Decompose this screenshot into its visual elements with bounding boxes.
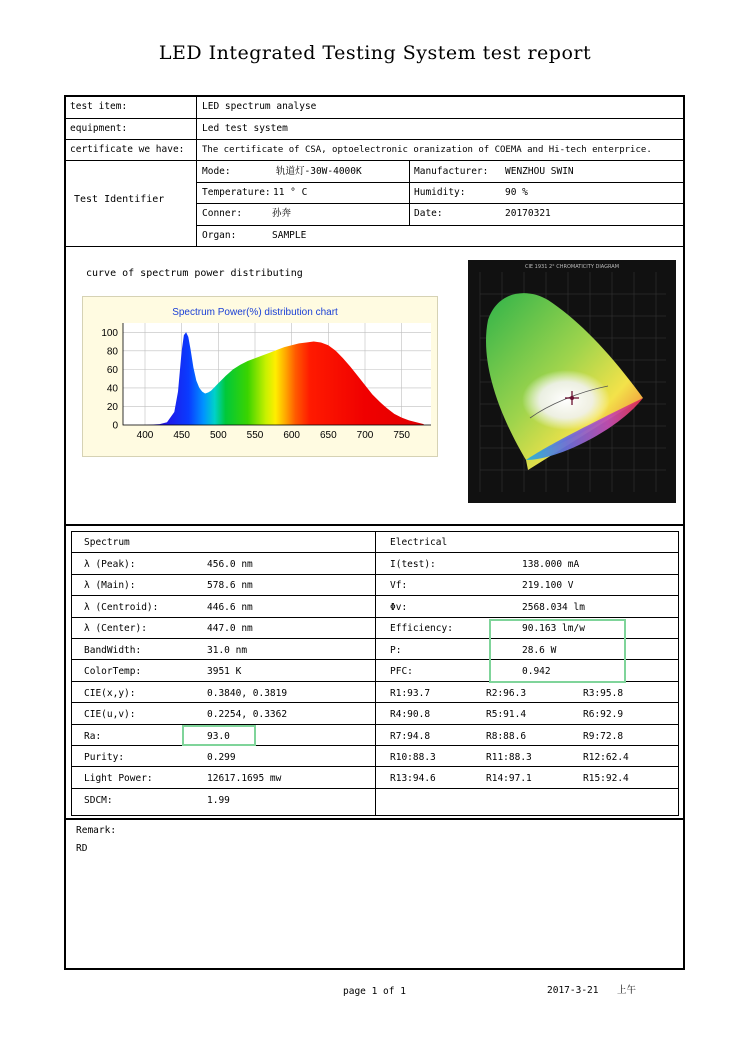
y-tick-label: 60 [106,364,118,376]
x-tick-label: 550 [246,430,264,441]
manufacturer-value: WENZHOU SWIN [505,166,574,177]
electrical-value: 90.163 lm/w [522,623,585,634]
equipment-value: Led test system [202,123,288,134]
spectrum-value: 93.0 [207,731,230,742]
spectrum-label: λ (Main): [84,580,136,591]
spectrum-chart-svg [83,297,437,456]
report-title: LED Integrated Testing System test report [158,42,592,64]
section-divider [64,818,685,820]
equipment-label: equipment: [70,123,128,134]
electrical-value: 28.6 W [522,645,557,656]
date-value: 20170321 [505,208,551,219]
test-item-label: test item: [70,101,128,112]
spectrum-value: 447.0 nm [207,623,253,634]
y-tick-label: 80 [106,346,118,358]
electrical-label: Efficiency: [390,623,453,634]
spectrum-label: CIE(x,y): [84,688,136,699]
r-value: R6:92.9 [583,709,624,720]
spectrum-value: 0.2254, 0.3362 [207,709,288,720]
spectrum-label: CIE(u,v): [84,709,136,720]
x-tick-label: 400 [136,430,154,441]
x-tick-label: 500 [209,430,227,441]
y-tick-label: 100 [101,327,118,339]
curve-caption: curve of spectrum power distributing [86,268,303,279]
spectrum-label: Ra: [84,731,102,742]
y-tick-label: 40 [106,383,118,395]
spectrum-label: λ (Center): [84,623,147,634]
rule [409,160,410,225]
electrical-label: I(test): [390,559,436,570]
electrical-value: 219.100 V [522,580,574,591]
r-value: R4:90.8 [390,709,431,720]
electrical-label: Vf: [390,580,408,591]
temperature-value: 11 ° C [273,187,308,198]
spectrum-value: 0.3840, 0.3819 [207,688,288,699]
table-row-rule [71,745,679,746]
r-value: R15:92.4 [583,773,629,784]
x-tick-label: 750 [393,430,411,441]
table-row-rule [71,788,679,789]
table-row-rule [71,552,679,553]
organ-label: Organ: [202,230,237,241]
humidity-label: Humidity: [414,187,466,198]
electrical-value: 2568.034 lm [522,602,585,613]
test-item-value: LED spectrum analyse [202,101,317,112]
r-value: R7:94.8 [390,731,431,742]
r-value: R11:88.3 [486,752,532,763]
mode-label: Mode: [202,166,231,177]
humidity-value: 90 % [505,187,528,198]
table-row-rule [71,766,679,767]
electrical-heading: Electrical [390,537,448,548]
spectrum-label: BandWidth: [84,645,142,656]
conner-value: 孙奔 [272,208,292,219]
spectrum-value: 1.99 [207,795,230,806]
spectrum-value: 12617.1695 mw [207,773,282,784]
rule [196,96,197,246]
temperature-label: Temperature: [202,187,271,198]
mode-value: 轨道灯-30W-4000K [276,166,362,177]
r-value: R2:96.3 [486,688,527,699]
spectrum-label: SDCM: [84,795,113,806]
electrical-value: 138.000 mA [522,559,580,570]
spectrum-value: 578.6 nm [207,580,253,591]
y-tick-label: 0 [112,420,118,432]
y-tick-label: 20 [106,401,118,413]
spectrum-value: 446.6 nm [207,602,253,613]
spectrum-label: ColorTemp: [84,666,142,677]
table-row-rule [71,617,679,618]
spectrum-value: 31.0 nm [207,645,248,656]
footer-date: 2017-3-21 [547,985,599,996]
spectrum-heading: Spectrum [84,537,130,548]
spectrum-label: Light Power: [84,773,153,784]
cie-chromaticity-diagram [468,260,676,503]
r-value: R1:93.7 [390,688,431,699]
spectrum-value: 456.0 nm [207,559,253,570]
rule [64,139,685,140]
table-row-rule [71,595,679,596]
spectrum-label: Purity: [84,752,125,763]
rule [64,246,685,247]
cie-white-region [522,370,610,430]
spectrum-value: 3951 K [207,666,242,677]
page-number: page 1 of 1 [343,986,406,997]
remark-label: Remark: [76,825,117,836]
cie-title: CIE 1931 2° CHROMATICITY DIAGRAM [524,264,620,270]
rule [196,182,685,183]
electrical-label: PFC: [390,666,413,677]
electrical-label: Φv: [390,602,408,613]
highlight-box-ra [182,725,256,746]
cie-point [570,396,574,400]
spectrum-chart [82,296,438,457]
certificate-label: certificate we have: [70,144,185,155]
x-tick-label: 450 [173,430,191,441]
test-identifier-label: Test Identifier [74,194,165,205]
certificate-value: The certificate of CSA, optoelectronic oranization of COEMA and Hi-tech enterprice. [202,145,652,155]
section-divider [64,524,685,526]
conner-label: Conner: [202,208,243,219]
r-value: R5:91.4 [486,709,527,720]
footer-ampm: 上午 [617,985,637,996]
r-value: R10:88.3 [390,752,436,763]
chart-title: Spectrum Power(%) distribution chart [172,307,338,318]
table-row-rule [71,702,679,703]
r-value: R8:88.6 [486,731,527,742]
organ-value: SAMPLE [272,230,307,241]
cie-diagram-svg [468,260,676,503]
electrical-label: P: [390,645,402,656]
spectrum-label: λ (Centroid): [84,602,159,613]
rule [196,203,685,204]
x-tick-label: 600 [283,430,301,441]
table-row-rule [71,724,679,725]
remark-value: RD [76,843,88,854]
electrical-value: 0.942 [522,666,551,677]
x-tick-label: 700 [356,430,374,441]
spectrum-label: λ (Peak): [84,559,136,570]
rule [64,118,685,119]
manufacturer-label: Manufacturer: [414,166,489,177]
r-value: R13:94.6 [390,773,436,784]
r-value: R14:97.1 [486,773,532,784]
r-value: R9:72.8 [583,731,624,742]
highlight-box-electrical [489,619,626,683]
rule [64,160,685,161]
x-tick-label: 650 [319,430,337,441]
table-row-rule [71,574,679,575]
spectrum-value: 0.299 [207,752,236,763]
rule [196,225,685,226]
r-value: R3:95.8 [583,688,624,699]
r-value: R12:62.4 [583,752,629,763]
date-label: Date: [414,208,443,219]
